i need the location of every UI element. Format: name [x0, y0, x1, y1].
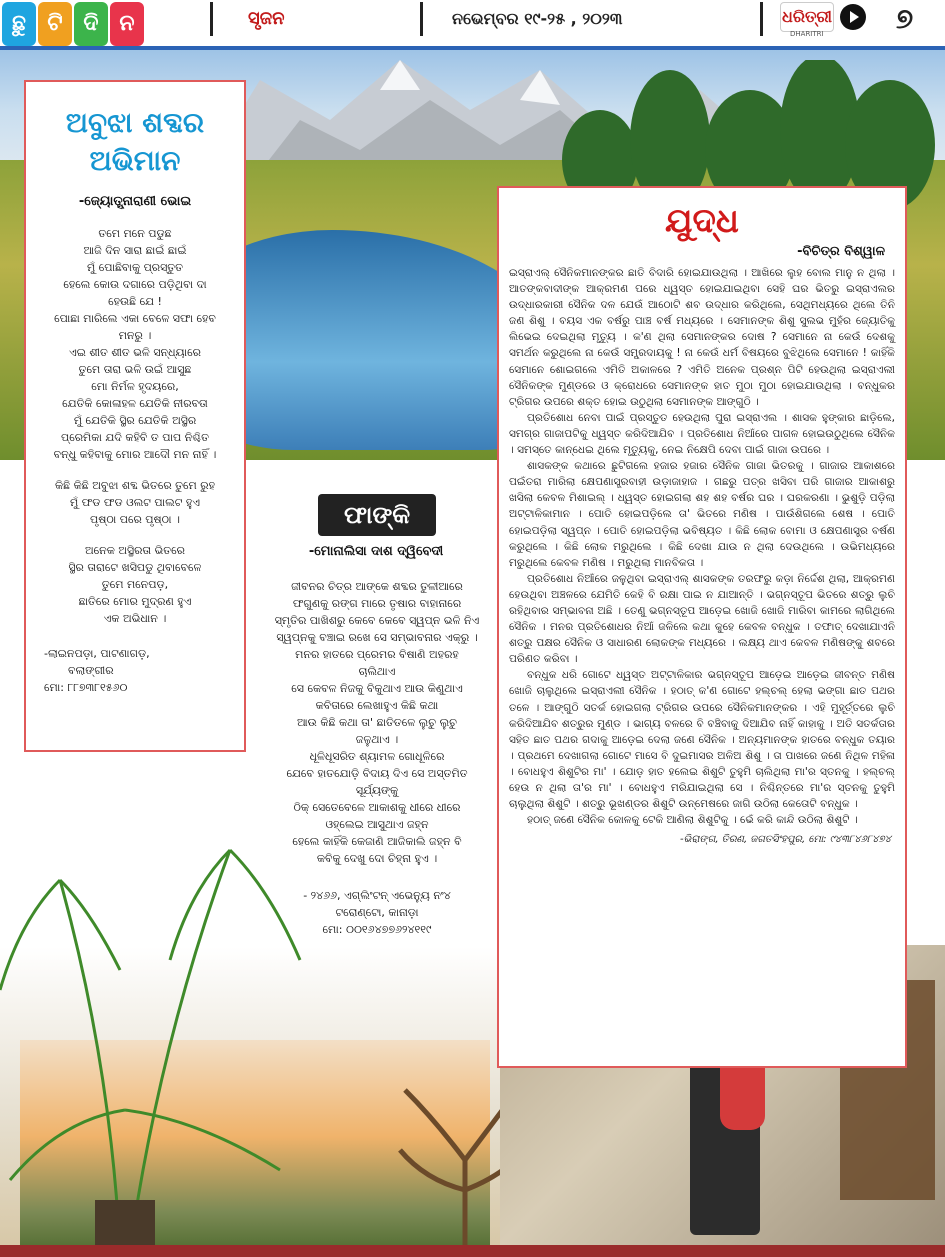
poet-address: ବଲାଙ୍ଗୀର	[68, 664, 114, 677]
poem-box-1	[24, 80, 246, 752]
header-divider	[420, 2, 423, 36]
poem-line: ଆଉ କିଛି କଥା ତା' ଛାତିତଳେ ଲୁଚୁ ଲୁଚୁ	[297, 716, 457, 729]
story-byline: -ଭିରାଙ୍ଗ, ତିରଣ, ଜଗତସିଂହପୁର, ମୋ: ୯୪୩୮୪୬୮୪୭୪	[679, 834, 891, 846]
newspaper-logo: ଧରିତ୍ରୀ	[780, 2, 834, 32]
poem-line: ମୁଁ ଯେତିକି ସ୍ଥିର ଯେତିକି ଅସ୍ଥିର	[73, 414, 197, 427]
poem-line: ମନର ହାତରେ ପ୍ରେମର ବିଷାଣି ଅହରହ	[295, 648, 459, 661]
series-logo-tile-1: ଛୁ	[2, 2, 36, 46]
poem-line: ତୁମେ ମନେପଡ଼,	[101, 578, 169, 591]
poem-line: ସୂର୍ଯ୍ୟଙ୍କୁ	[355, 784, 399, 797]
poem-title-line: ଅଭିମାନ	[89, 144, 181, 177]
poem-title: ଫାଙ୍କି	[318, 494, 436, 536]
story-box	[497, 186, 907, 1068]
poem-line: ଜଳୁଥାଏ ।	[355, 733, 399, 746]
poem-line: ଯେତିକି କୋଳାହଳ ଯେତିକି ନୀରବତା	[62, 397, 208, 410]
poem-line: ଆଜି ଦିନ ସାରା ଛାଇଁ ଛାଇଁ	[83, 244, 187, 257]
story-paragraph: ଇସ୍ରାଏଲ୍ ସୈନିକମାନଙ୍କର ଛାତି ବିଦାରି ହୋଇଯାଉଥିଲା । ଆଖିରେ ଲୁହ ବୋଲ ମାନୁ ନ ଥିଲା । ଆତଙ୍କବାଦୀଙ୍କ ଆକ୍ରମଣ ପରେ ଧ୍ୱସ୍ତ ହୋଇଯାଇଥିବା ସେହି ଘର ଭିତରୁ ଇସ୍ରାଏଲର ଉଦ୍ଧାରକାରୀ ସୈନିକ ଦଳ ଯେଉଁ ଆଠୋଟି ଶବ ଉଦ୍ଧାର କରିଥିଲେ, ସେଥିମଧ୍ୟରେ ଥିଲେ ତିନି ଜଣ ଶିଶୁ । ବୟସ ଏକ ବର୍ଷରୁ ପାଞ୍ଚ ବର୍ଷ ମଧ୍ୟରେ । ସେମାନଙ୍କ ଶିଶୁ ସୁଲଭ ମୁହଁର ଜ୍ୟୋତିକୁ ଲିଭେଇ ଦେଇଥିଲା ମୃତ୍ୟୁ । କ'ଣ ଥିଲା ସେମାନଙ୍କର ଦୋଷ ? ସେମାନେ ନା କେଉଁ ଦେଶକୁ ସମର୍ଥନ କରୁଥିଲେ ନା କେଉଁ ସମ୍ପ୍ରଦାୟକୁ ! ନା କେଉଁ ଧର୍ମ ବିଷୟରେ ବୁଝିଥିଲେ ସେମାନେ ! କାହିଁକି ସେମାନେ ଶୋଇଗଲେ ଏମିତି ଅକାଳରେ ? ଏମିତି ଅନେକ ପ୍ରଶ୍ନ ପିଟି ହେଉଥିଲା ଇସ୍ରାଏଲୀ ସୈନିକଙ୍କ ମୁଣ୍ଡରେ ଓ କ୍ରୋଧରେ ସେମାନଙ୍କ ହାତ ମୁଠା ମୁଠା ହୋଇଯାଉଥିଲା । ବନ୍ଧୁକର ଟ୍ରିଗର ଉପରେ ଶକ୍ତ ହୋଇ ଉଠୁଥିଲା ସେମାନଙ୍କ ଆଙ୍ଗୁଠି ।	[509, 267, 895, 408]
poem-line: ପ୍ରେମିକା ଯଦି କହିବି ତ ପାପ ନିଶ୍ଚିତ	[60, 431, 210, 444]
page-number: ୭	[896, 2, 914, 35]
story-paragraph: ହଠାତ୍ ଜଣେ ସୈନିକ କୋଳକୁ ଟେକି ଆଣିଲା ଶିଶୁଟିକୁ । ଭେଁ କରି କାନ୍ଦି ଉଠିଲା ଶିଶୁଟି ।	[527, 814, 858, 827]
story-author: -ବିଚିତ୍ର ବିଶ୍ୱାଳ	[797, 244, 885, 259]
poem-line: ସ୍ମୃତିର ପାଖିଶରୁ କେବେ କେବେ ସ୍ୱପ୍ନ ଭଳି ନିଏ	[274, 614, 480, 627]
stanza-gap	[34, 528, 236, 542]
poet-phone: ମୋ: ୮୮୭୩୮୧୫୬୦	[44, 681, 128, 694]
poem-line: ଫଗୁଣକୁ ରଙ୍ଗ ମାରେ ତୃଷାର ବାହାନାରେ	[292, 597, 462, 610]
bottom-border-strip	[0, 1245, 945, 1257]
poem-line: ବନ୍ଧୁ କହିବାକୁ ମୋର ଆଦୌ ମନ ନାହିଁ ।	[53, 448, 217, 461]
poem-title-line: ଅବୁଝା ଶବ୍ଦର	[65, 106, 205, 139]
series-logo-tile-2: ଟି	[38, 2, 72, 46]
poem-line: ପୋଛା ମାରିଲେ ଏକା ବେଳେ ସଫା ହେବ	[54, 312, 216, 325]
header-divider	[760, 2, 763, 36]
poet-address: ଟରୋଣ୍ଟୋ, କାନାଡ଼ା	[335, 906, 419, 919]
poem-line: ଜୀବନର ଚିତ୍ର ଆଙ୍କେ ଶବ୍ଦର ତୁଳୀଆରେ	[291, 580, 463, 593]
poem-line: ସ୍ଥିର ତାରାଟେ ଖସିପଡୁ ଥିବାବେଳେ	[68, 561, 202, 574]
story-paragraph: ବନ୍ଧୁକ ଧରି ଗୋଟେ ଧ୍ୱସ୍ତ ଅଟ୍ଟାଳିକାର ଭଗ୍ନସ୍ତୂପ ଆଡ଼େଇ ଆଡ଼େଇ ଜୀବନ୍ତ ମଣିଷ ଖୋଜି ଚାଲୁଥିଲେ ଇସ୍ରାଏଲୀ ସୈନିକ । ହଠାତ୍ କ'ଣ ଗୋଟେ ହଲ୍‌ଚଲ୍ ହେଲା ଭଙ୍ଗା ଛାତ ପଥର ତଳେ । ଆଙ୍ଗୁଠି ସତର୍କ ହୋଇଗଲା ଟ୍ରିଗର ଉପରେ ସୈନିକମାନଙ୍କର । ଏହି ମୁହୂର୍ତ୍ତରେ ଲୁଚି କରିଦିଆଯିବ ଶତ୍ରୁର ମୁଣ୍ଡ । ଭାଗ୍ୟ ବଳରେ ବି ବଞ୍ଚିବାକୁ ଦିଆଯିବ ନାହିଁ କାହାକୁ । ଅତି ସତର୍କତାର ସହିତ ଛାତ ପଥର ଗଦାକୁ ଆଡ଼େଇ ଦେଲା ଜଣେ ସୈନିକ । ଅନ୍ୟମାନଙ୍କ ହାତରେ ବନ୍ଧୁକ ତୟାର । ପ୍ରଥମେ ଦେଖାଗଲା ଗୋଟେ ମାସେ ବି ଦୁଇମାସର ଅଳିଅ ଶିଶୁ । ତା ପାଖରେ ଜଣେ ନିଥିଳ ମହିଳା । ବୋଧହୁଏ ଶିଶୁଟିର ମା' । ଯୋଡ଼ ହାତ ହଲେଇ ଶିଶୁଟି ତୁହୁମି ଚାଲିଥିଲା ମା'ର ସ୍ତନକୁ । ହଲ୍‌ଚଲ୍ ହେଉ ନ ଥିଲା ତା'ର ମା' । ବୋଧହୁଏ ମରିଯାଇଥିଲା ସେ । ନିଶ୍ଚିନ୍ତରେ ମା'ର ସ୍ତନକୁ ତୁହୁମି ଚାଲୁଥିଲା ଶିଶୁଟି । ଶତ୍ରୁ ଭୂଖଣ୍ଡର ଶିଶୁଟି ଉନ୍ମେଷରେ ଜାଗି ଉଠିଲା କେତୋଟି ବନ୍ଧୁକ ।	[509, 669, 895, 811]
poem-author: -ଜ୍ୟୋତ୍ସ୍ନାରାଣୀ ଭୋଇ	[78, 194, 192, 209]
poem-line: ହେଉଛି ଯେ !	[108, 295, 162, 308]
series-logo-tile-3: ଦି	[74, 2, 108, 46]
poem-line: ଅନେକ ଅସ୍ଥିରତା ଭିତରେ	[84, 544, 185, 557]
poem-line: ତମେ ମନେ ପଡୁଛ	[98, 227, 172, 240]
page-header	[0, 0, 945, 50]
poem-line: ଚାଲିଥାଏ	[358, 665, 396, 678]
poem-line: ହେଲେ କାହିଁକି କେଜାଣି ଆଜିକାଲି ଜହ୍ନ ବି	[292, 835, 462, 848]
stanza-gap	[34, 463, 236, 477]
poem-line: ଧୂଳିଧୂସରିତ ଶ୍ୟାମଳ ଗୋଧୂଳିରେ	[309, 750, 445, 763]
poem-body	[258, 578, 496, 938]
poem-line: ଏକ ଅଭିଧାନ ।	[103, 612, 167, 625]
poem-line: ତୁମେ ତାରା ଭଳି ଉଇଁ ଆସୁଛ	[78, 363, 192, 376]
play-icon[interactable]	[840, 4, 866, 30]
poem-line: ଯେବେ ହାତଯୋଡ଼ି ବିଦାୟ ଦିଏ ସେ ଅସ୍ତମିତ	[286, 767, 468, 780]
poem-body	[34, 225, 236, 627]
poem-line: ପୃଷ୍ଠା ପରେ ପୃଷ୍ଠା ।	[90, 513, 180, 526]
poem-author: -ମୋନାଲିସା ଦାଶ ଦ୍ୱିବେଦୀ	[308, 544, 444, 559]
poem-line: ଓହ୍ଲେଇ ଆସୁଥାଏ ଜହ୍ନ	[325, 818, 429, 831]
story-paragraph: ପ୍ରତିଶୋଧ ନେବା ପାଇଁ ପ୍ରସ୍ତୁତ ହେଉଥିଲା ପୁରା ଇସ୍ରାଏଲ । ଶାସକ ହୁଙ୍କାର ଛାଡ଼ିଲେ, ସମଗ୍ର ଗାଜାପଟିକୁ ଧ୍ୱସ୍ତ କରିଦିଆଯିବ । ପ୍ରତିଶୋଧ ନିଆଁରେ ପାଗଳ ହୋଇଉଠୁଥିଲେ ସୈନିକ । ସମସ୍ତେ କାନ୍ଧେଇ ଥିଲେ ମୃତ୍ୟୁକୁ, ନେଇ ନିକ୍ଷେପି ଦେବା ପାଇଁ ଗାଜା ଉପରେ ।	[509, 411, 895, 457]
poem-line: ଏଇ ଶୀତ ଶୀତ ଭଳି ସନ୍ଧ୍ୟାରେ	[69, 346, 201, 359]
story-body	[509, 265, 895, 828]
poem-line: ହେଲେ କୋଉ ଦଗାରେ ପଡ଼ିଥିବା ଦା	[63, 278, 207, 291]
poet-address: - ୨୪୬୬, ଏଗ୍ଲିଂଟନ୍ ଏଭେନ୍ୟୁ ନଂ୪	[303, 889, 451, 902]
series-logo-tile-4: ନ	[110, 2, 144, 46]
story-paragraph: ଶାସକଙ୍କ କଥାରେ ଛୁଟିଗଲେ ହଜାର ହଜାର ସୈନିକ ଗାଜା ଭିତରକୁ । ଗାଜାର ଆକାଶରେ ପଇଁତରା ମାରିଲା କ୍ଷେପଣାସ୍ତ୍ରବାହୀ ଉଡ଼ାଜାହାଜ । ଗଛରୁ ପତ୍ର ଖସିବା ପରି ଗାଜାର ଆକାଶରୁ ଖସିଲା କେବଳ ମିଶାଇଲ୍ । ଧ୍ୱସ୍ତ ହୋଇଗଲା ଶହ ଶହ ବର୍ଷର ଘର । ଘରକରଣା । ଭୁଶୁଡ଼ି ପଡ଼ିଲା ଅଟ୍ଟାଳିକାମାନ । ପୋତି ହୋଇପଡ଼ିଲେ ତା' ଭିତରେ ମଣିଷ । ପାଉଁଶିଗଲେ ଶେଷ । ପୋତି ହୋଇପଡ଼ିଲା ସ୍ୱପ୍ନ । ପୋତି ହୋଇପଡ଼ିଲା ଭବିଷ୍ୟତ । କିଛି ଲୋକ ବୋମା ଓ କ୍ଷେପଣାସ୍ତ୍ର ବର୍ଷଣ କରୁଥିଲେ । କିଛି ଲୋକ ମରୁଥିଲେ । କିଛି ଦେଖା ଯାଉ ନ ଥିଲା ଦେଉଥିଲେ । ଉଭିମଧ୍ୟରେ ମରୁଥିଲେ କେବଳ ମଣିଷ । ମରୁଥିଲା ମାନବିକତା ।	[509, 460, 895, 569]
poet-phone: ମୋ: ୦୦୧୬୪୭୭୬୨୪୧୧୯	[322, 923, 432, 936]
poem-line: ଛାତିରେ ମୋର ମୁଦ୍ରଣ ହୁଏ	[78, 595, 192, 608]
poem-line: ମୁଁ ଫଡ ଫଡ ଓଲଟ ପାଲଟ ହୁଏ	[70, 496, 200, 509]
poem-line: ମୁଁ ପୋଛିବାକୁ ପ୍ରସ୍ତୁତ	[86, 261, 183, 274]
poem-line: ଠିକ୍ ସେତେବେଳେ ଆକାଶକୁ ଧୀରେ ଧୀରେ	[293, 801, 461, 814]
poem-line: କବିତାରେ ଲେଖାହୁଏ କିଛି କଥା	[315, 699, 439, 712]
poem-line: କିଛି କିଛି ଅବୁଝା ଶବ୍ଦ ଭିତରେ ତୁମେ ରୁହ	[55, 479, 215, 492]
poem-line: ସେ କେବଳ ନିଜକୁ ବିକୁଥାଏ ଆଉ କିଣୁଥାଏ	[291, 682, 463, 695]
poem-line: ମନରୁ ।	[118, 329, 152, 342]
header-rule	[0, 46, 945, 50]
poem-line: ମୋ ନିର୍ମଳ ହୃଦୟରେ,	[91, 380, 179, 393]
header-divider	[210, 2, 213, 36]
story-paragraph: ପ୍ରତିଶୋଧ ନିଆଁରେ ଜଳୁଥିବା ଇସ୍ରାଏଲ୍ ଶାସକଙ୍କ ତରଫରୁ କଡ଼ା ନିର୍ଦ୍ଦେଶ ଥିଲା, ଆକ୍ରମଣ ହେଉଥିବା ଅଞ୍ଚଳରେ ଯେମିତି କେହି ବି ରକ୍ଷା ପାଇ ନ ଯାଆନ୍ତି । ଭଗ୍ନସ୍ତୂପ ଭିତରେ ଶତ୍ରୁ ଲୁଚି ରହିଥିବାର ସମ୍ଭାବନା ଅଛି । ତେଣୁ ଭଗ୍ନସ୍ତୂପ ଆଡ଼େଇ ଖୋଜି ଖୋଜି ମାରିବା କାମରେ ଲାଗିଥିଲେ ସୈନିକ । ମନର ପ୍ରତିଶୋଧର ନିଆଁ ଜଳିଲେ କଥା କୁହେ କେବଳ ବନ୍ଧୁକ । ତଫାତ୍ ଦେଖାଯାଏନି ଶତ୍ରୁ ପକ୍ଷର ସୈନିକ ଓ ସାଧାରଣ ଲୋକଙ୍କ ମଧ୍ୟରେ । ଲକ୍ଷ୍ୟ ଥାଏ କେବଳ ମଣିଷଙ୍କୁ ଶବରେ ପରିଣତ କରିବା ।	[509, 572, 895, 666]
poet-address: -ଲାଇନପଡ଼ା, ପାଟଣାଗଡ଼,	[44, 647, 150, 660]
issue-date: ନଭେମ୍ବର ୧୯-୨୫ , ୨୦୨୩	[452, 9, 623, 28]
section-title: ସୃଜନ	[248, 8, 285, 29]
poem-line: ସ୍ୱପ୍ନକୁ ବଞ୍ଚାଇ ରଖେ ସେ ସମ୍ଭାବନାର ଏକ୍ରୁ ।	[276, 631, 478, 644]
newspaper-logo-subtext: DHARITRI	[790, 30, 824, 38]
poem-line: କବିକୁ ଦେଖୁ ଦୋ ଚିହ୍ନା ହୁଏ ।	[316, 852, 438, 865]
story-title: ଯୁଦ୍ଧ	[665, 201, 739, 241]
